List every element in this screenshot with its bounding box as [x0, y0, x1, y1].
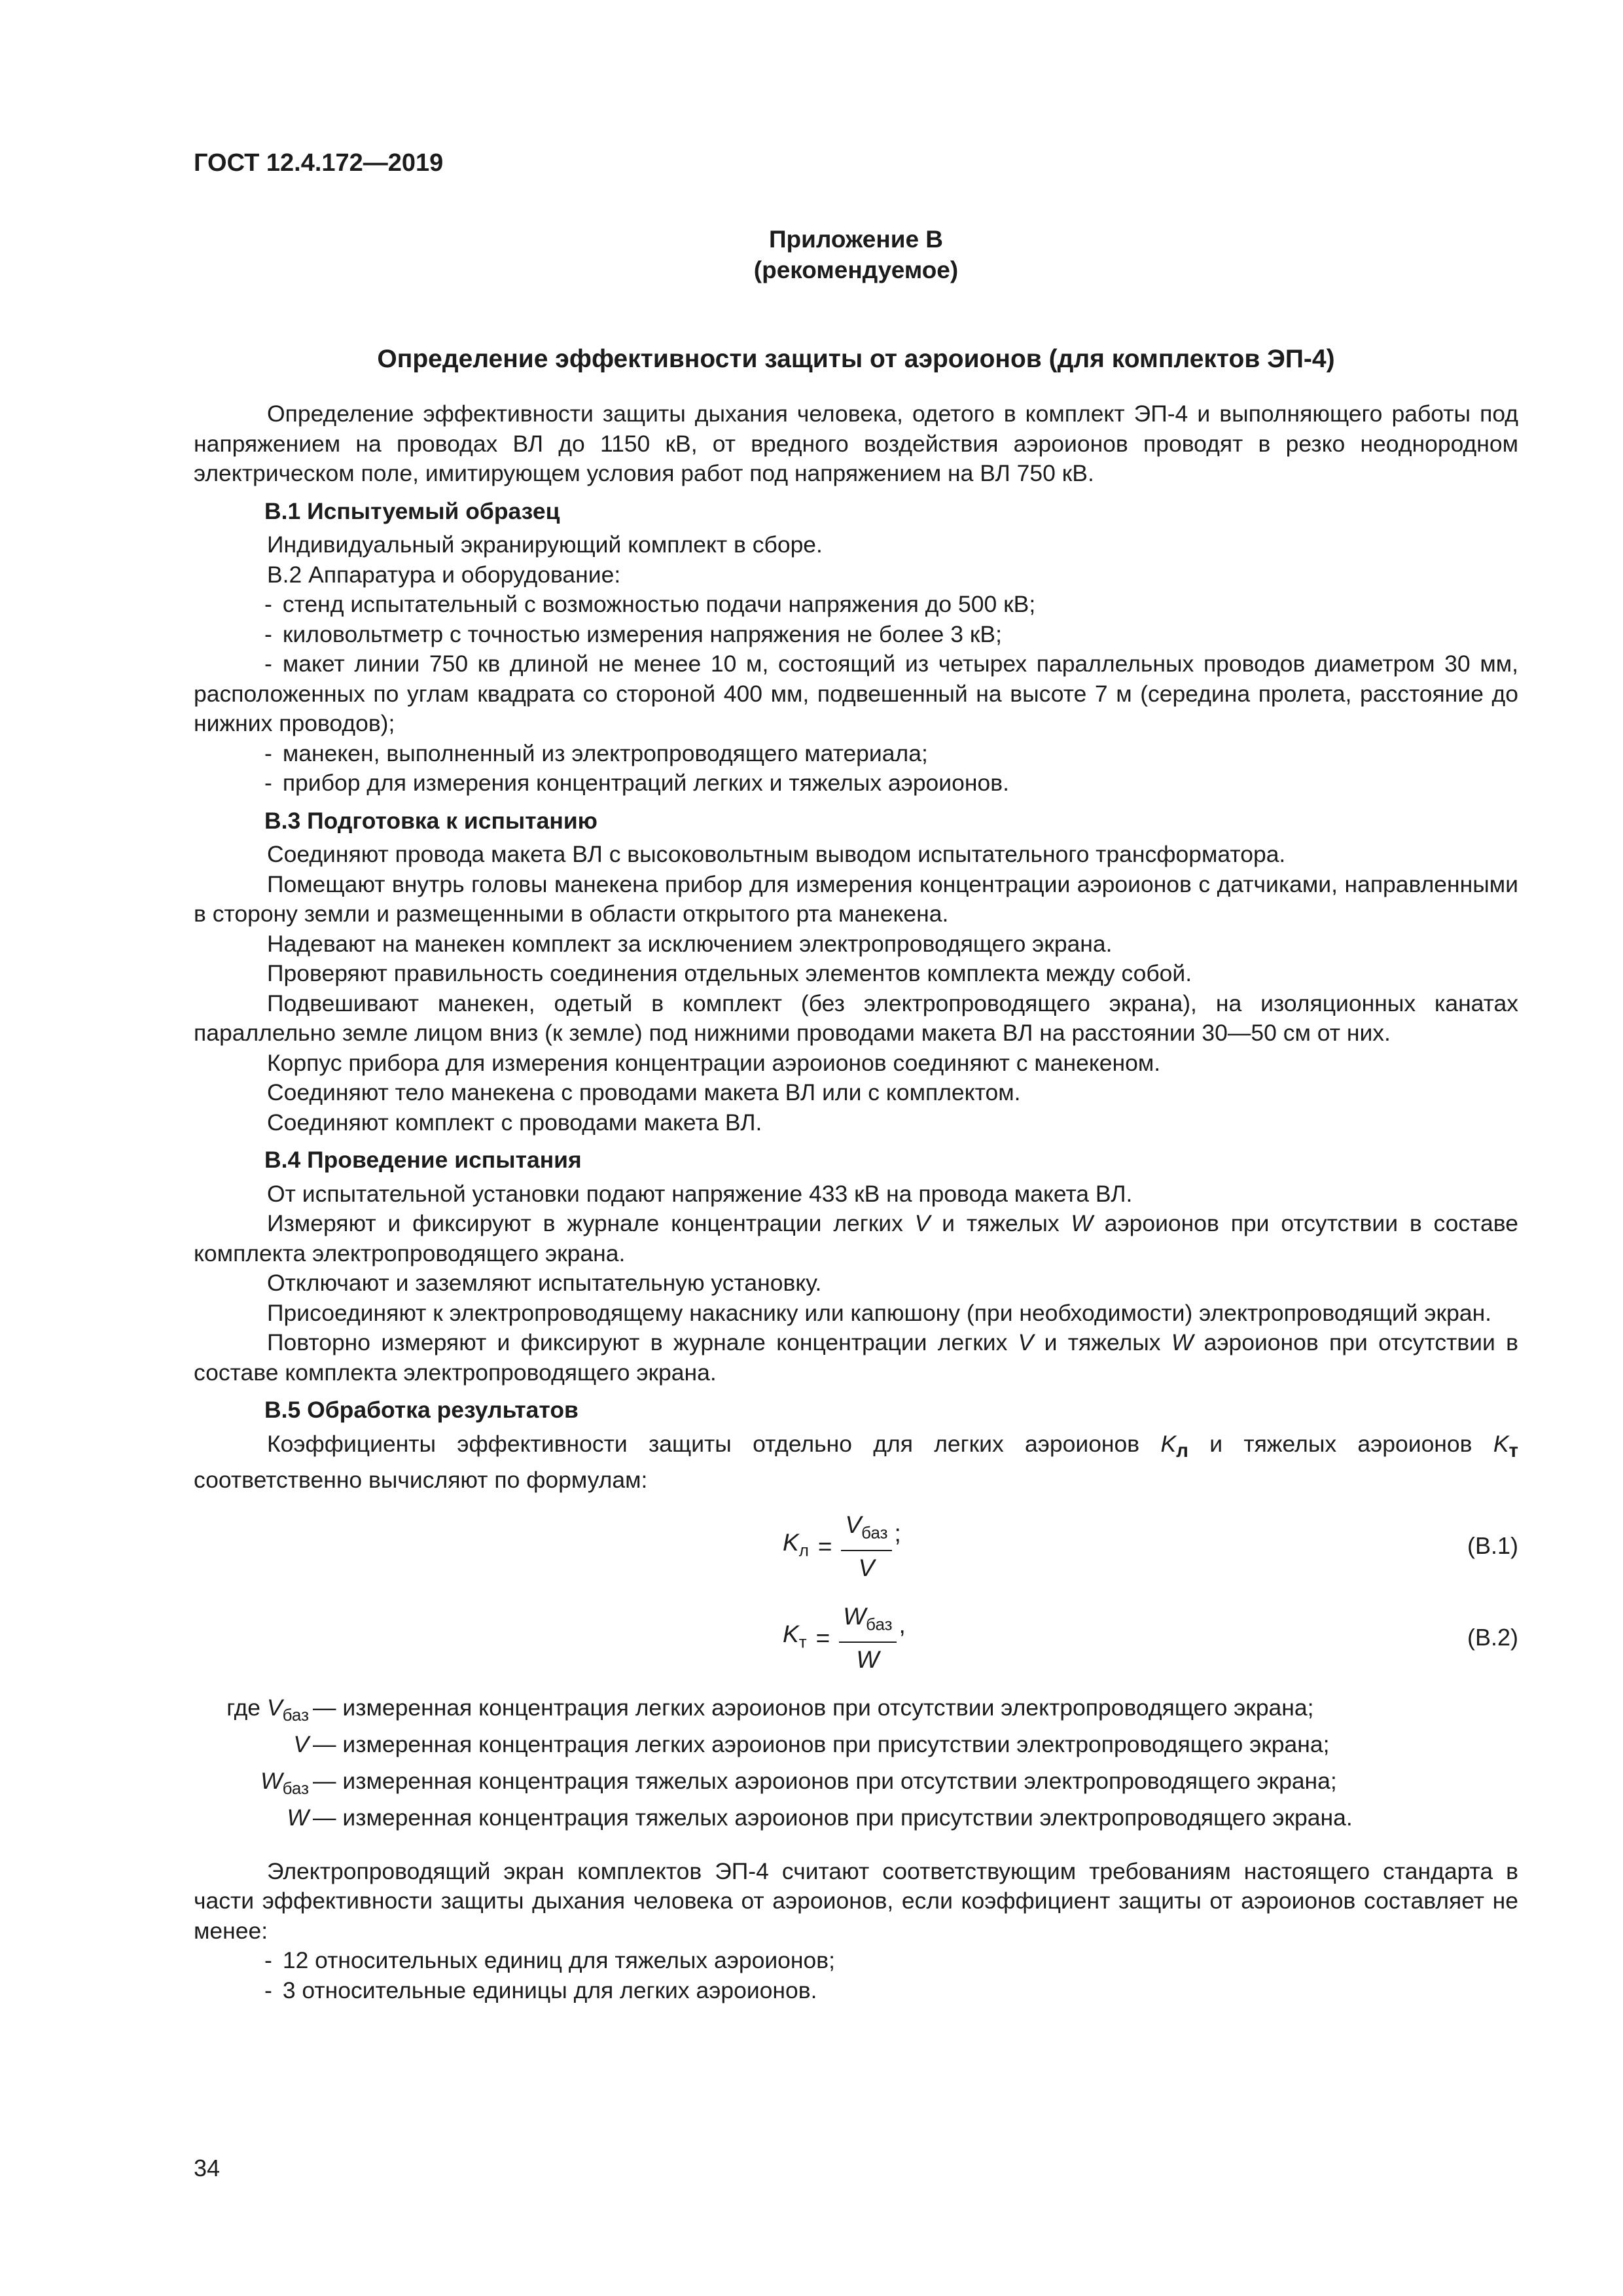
- list-item-text: макет линии 750 кв длиной не менее 10 м, состоящий из четырех параллельных проводов диаметром 30 мм, расположенных по углам квадрата со стороной 400 мм, подвешенный на высоте 7 м (середина пролета, расстояние до нижних проводов);: [194, 651, 1518, 736]
- list-item: [194, 1976, 1518, 2006]
- document-body: [194, 399, 1518, 2005]
- section-b2-heading: В.2 Аппаратура и оборудование:: [267, 561, 621, 588]
- symbol-v: V: [914, 1210, 931, 1236]
- section-b3-paragraph: Корпус прибора для измерения концентрации аэроионов соединяют с манекеном.: [267, 1049, 1161, 1076]
- appendix-label: Приложение В: [768, 226, 944, 253]
- intro-paragraph: Определение эффективности защиты дыхания человека, одетого в комплект ЭП-4 и выполняющего работы под напряжением на проводах ВЛ до 1150 кВ, от вредного воздействия аэроионов проводят в резко неоднородном электрическом поле, имитирующем условия работ под напряжением на ВЛ 750 кВ.: [194, 401, 1518, 486]
- where-item: W — измеренная концентрация тяжелых аэроионов при присутствии электропроводящего экрана.: [287, 1804, 1353, 1831]
- section-b3-paragraph: Подвешивают манекен, одетый в комплект (без электропроводящего экрана), на изоляционных канатах параллельно земле лицом вниз (к земле) под нижними проводами макета ВЛ на расстоянии 30—50 см от них.: [194, 990, 1518, 1046]
- list-dash: -: [264, 1977, 272, 2003]
- appendix-title: Определение эффективности защиты от аэроионов (для комплектов ЭП-4): [377, 345, 1335, 373]
- formula-b1: $K_л$ = $\frac{V_{баз}}{V}$ ; (В.1): [194, 1505, 1518, 1588]
- section-b3-heading: В.3 Подготовка к испытанию: [264, 807, 597, 834]
- list-item: [194, 649, 1518, 739]
- list-item: [194, 590, 1518, 620]
- section-b1-text: Индивидуальный экранирующий комплект в сборе.: [267, 531, 823, 558]
- list-dash: -: [264, 1947, 272, 1974]
- section-b3-paragraph: Помещают внутрь головы манекена прибор для измерения концентрации аэроионов с датчиками, направленными в сторону земли и размещенными в области открытого рта манекена.: [194, 870, 1518, 927]
- list-dash: -: [264, 620, 272, 647]
- section-b5-paragraph: Коэффициенты эффективности защиты отдельно для легких аэроионов $K_л$ и тяжелых аэроионов $K_т$ соответственно вычисляют по формулам:: [194, 1430, 1518, 1494]
- section-b4-paragraph: Присоединяют к электропроводящему накаснику или капюшону (при необходимости) электропроводящий экран.: [267, 1299, 1492, 1326]
- list-dash: -: [264, 770, 272, 796]
- section-b4-heading: В.4 Проведение испытания: [264, 1147, 582, 1173]
- list-dash: -: [264, 591, 272, 617]
- symbol-w: W: [1171, 1329, 1194, 1355]
- section-b5-heading: В.5 Обработка результатов: [264, 1397, 579, 1423]
- list-item-text: стенд испытательный с возможностью подачи напряжения до 500 кВ;: [282, 591, 1036, 617]
- symbol-k: K: [1160, 1430, 1177, 1457]
- fraction: $\frac{V_{баз}}{V}$: [841, 1510, 891, 1583]
- symbol-w: W: [1071, 1210, 1093, 1236]
- fraction: $\frac{W_{баз}}{W}$: [839, 1602, 896, 1674]
- page-number: 34: [194, 2155, 221, 2181]
- formula-lhs: $K_л$: [783, 1528, 809, 1560]
- section-b4-paragraph: Отключают и заземляют испытательную установку.: [267, 1270, 822, 1296]
- list-item-text: манекен, выполненный из электропроводящего материала;: [282, 740, 928, 766]
- list-item-text: 12 относительных единиц для тяжелых аэроионов;: [282, 1947, 835, 1974]
- section-b3-paragraph: Соединяют тело манекена с проводами макета ВЛ или с комплектом.: [267, 1079, 1021, 1105]
- list-item: [194, 768, 1518, 798]
- conclusion-paragraph: Электропроводящий экран комплектов ЭП-4 считают соответствующим требованиям настоящего стандарта в части эффективности защиты дыхания человека от аэроионов, если коэффициент защиты от аэроионов составляет не менее:: [194, 1857, 1518, 1944]
- list-dash: -: [264, 651, 272, 677]
- list-dash: -: [264, 740, 272, 766]
- section-b3-paragraph: Соединяют провода макета ВЛ с высоковольтным выводом испытательного трансформатора.: [267, 841, 1286, 867]
- where-item: где $V_{баз}$ — измеренная концентрация легких аэроионов при отсутствии электропроводящего экрана;: [226, 1694, 1314, 1725]
- section-b4-paragraph: Повторно измеряют и фиксируют в журнале концентрации легких V и тяжелых W аэроионов при отсутствии в составе комплекта электропроводящего экрана.: [194, 1329, 1519, 1386]
- section-b3-paragraph: Соединяют комплект с проводами макета ВЛ.: [267, 1109, 762, 1136]
- where-item: V — измеренная концентрация легких аэроионов при присутствии электропроводящего экрана;: [293, 1731, 1330, 1757]
- equation-number: (В.2): [1467, 1623, 1518, 1651]
- appendix-status: (рекомендуемое): [753, 257, 959, 283]
- section-b3-paragraph: Проверяют правильность соединения отдельных элементов комплекта между собой.: [267, 960, 1192, 986]
- list-item-text: 3 относительные единицы для легких аэроионов.: [282, 1977, 817, 2003]
- section-b4-paragraph: Измеряют и фиксируют в журнале концентрации легких V и тяжелых W аэроионов при отсутствии в составе комплекта электропроводящего экрана.: [194, 1210, 1518, 1266]
- section-b1-heading: В.1 Испытуемый образец: [264, 497, 560, 524]
- list-item: [194, 620, 1518, 650]
- symbol-k: K: [1493, 1430, 1509, 1457]
- section-b3-paragraph: Надевают на манекен комплект за исключением электропроводящего экрана.: [267, 930, 1113, 957]
- symbol-v: V: [1018, 1329, 1034, 1355]
- list-item-text: киловольтметр с точностью измерения напряжения не более 3 кВ;: [282, 620, 1002, 647]
- list-item: [194, 1946, 1518, 1976]
- standard-designation: ГОСТ 12.4.172—2019: [194, 149, 444, 177]
- list-item: [194, 739, 1518, 769]
- equation-number: (В.1): [1467, 1532, 1518, 1559]
- formula-lhs: $K_т$: [783, 1620, 807, 1652]
- where-item: $W_{баз}$ — измеренная концентрация тяжелых аэроионов при отсутствии электропроводящего экрана;: [260, 1767, 1337, 1798]
- list-item-text: прибор для измерения концентраций легких и тяжелых аэроионов.: [282, 770, 1009, 796]
- formula-b2: $K_т$ = $\frac{W_{баз}}{W}$ , (В.2): [194, 1596, 1518, 1680]
- section-b4-paragraph: От испытательной установки подают напряжение 433 кВ на провода макета ВЛ.: [267, 1180, 1133, 1207]
